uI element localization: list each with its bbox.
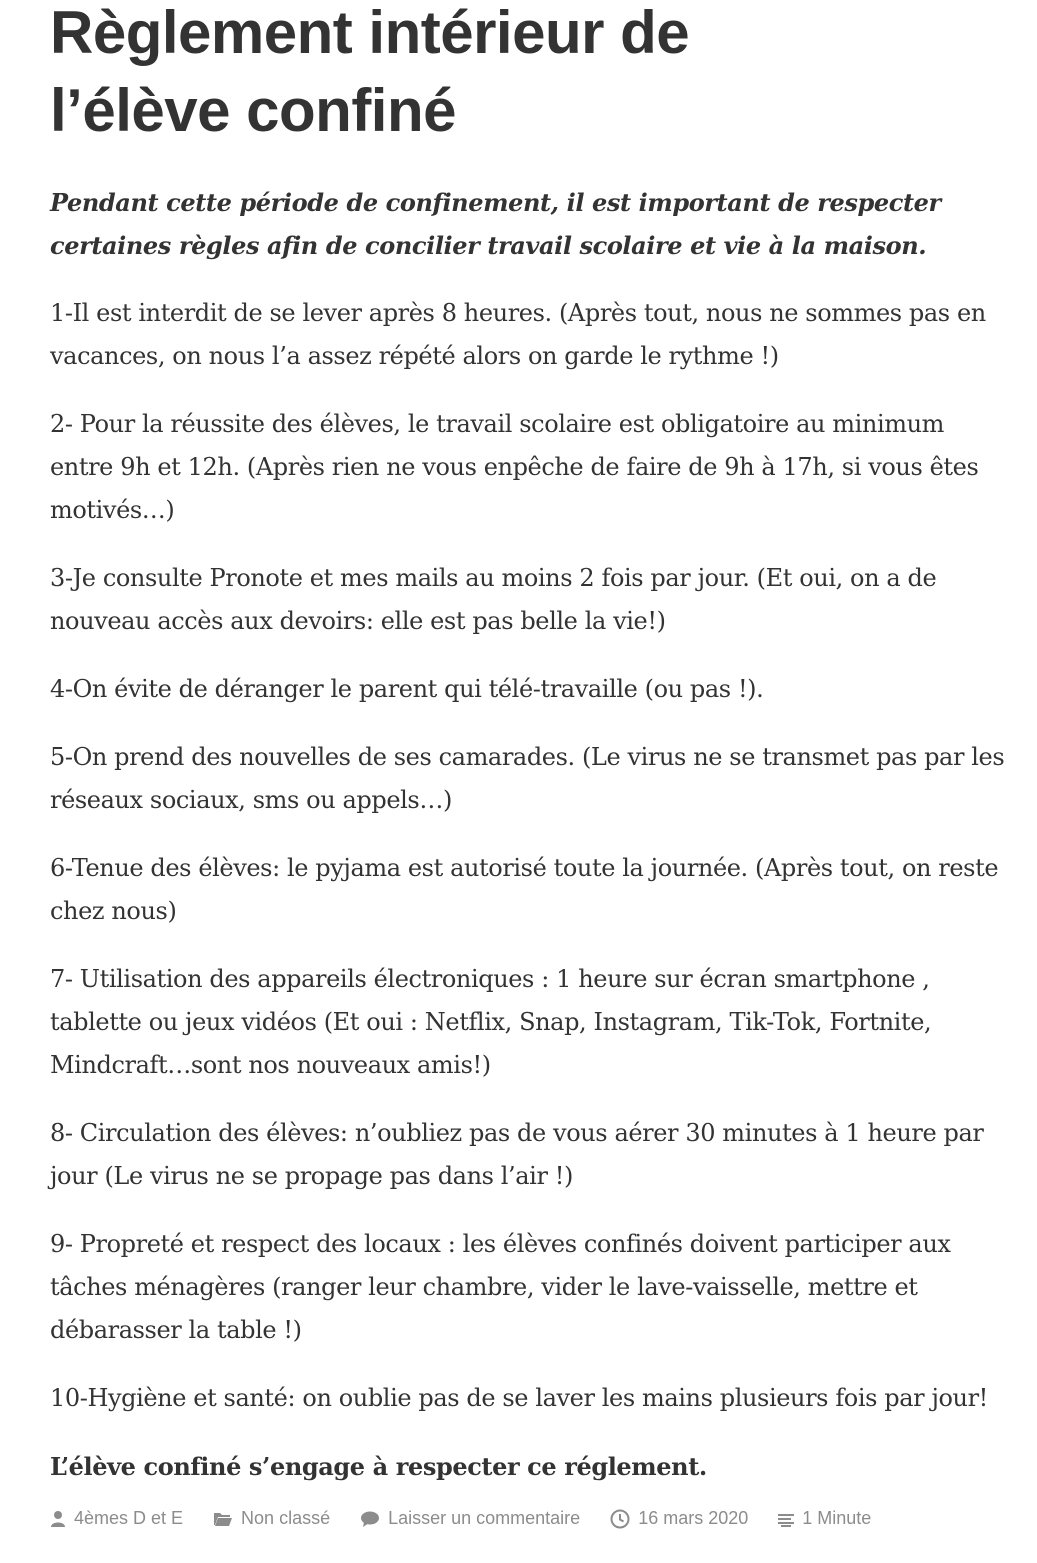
rule-2: 2- Pour la réussite des élèves, le travail scolaire est obligatoire au minimum entre 9h et 12h. (Après rien ne vous enpêche de faire de 9h à 17h, si vous êtes motivés…) [50, 410, 979, 524]
rule-1: 1-Il est interdit de se lever après 8 heures. (Après tout, nous ne sommes pas en vacances, on nous l’a assez répété alors on garde le rythme !) [50, 299, 986, 370]
list-icon [778, 1511, 794, 1527]
comment-icon [360, 1510, 380, 1528]
article [50, 0, 1010, 1488]
lead-paragraph: Pendant cette période de confinement, il est important de respecter certaines règles afin de concilier travail scolaire et vie à la maison. [50, 188, 941, 260]
rule-5: 5-On prend des nouvelles de ses camarades. (Le virus ne se transmet pas par les réseaux sociaux, sms ou appels…) [50, 743, 1005, 814]
rule-9: 9- Propreté et respect des locaux : les élèves confinés doivent participer aux tâches ménagères (ranger leur chambre, vider le lave-vaisselle, mettre et débarasser la table !) [50, 1230, 951, 1344]
rule-10: 10-Hygiène et santé: on oublie pas de se laver les mains plusieurs fois par jour! [50, 1384, 988, 1412]
post-meta [50, 1508, 901, 1529]
closing-statement: L’élève confiné s’engage à respecter ce réglement. [50, 1452, 707, 1481]
reading-time-label: 1 Minute [802, 1508, 872, 1528]
folder-icon [213, 1511, 233, 1527]
rule-7: 7- Utilisation des appareils électroniques : 1 heure sur écran smartphone , tablette ou jeux vidéos (Et oui : Netflix, Snap, Instagram, Tik-Tok, Fortnite, Mindcraft…sont nos nouveaux amis!) [50, 965, 932, 1079]
rule-4: 4-On évite de déranger le parent qui télé-travaille (ou pas !). [50, 675, 764, 703]
rule-6: 6-Tenue des élèves: le pyjama est autorisé toute la journée. (Après tout, on reste chez nous) [50, 854, 999, 925]
rule-3: 3-Je consulte Pronote et mes mails au moins 2 fois par jour. (Et oui, on a de nouveau accès aux devoirs: elle est pas belle la vie!) [50, 564, 937, 635]
page-title: Règlement intérieur de l’élève confiné [50, 0, 690, 144]
meta-date [610, 1508, 748, 1529]
comment-link[interactable]: Laisser un commentaire [388, 1508, 581, 1528]
meta-reading-time [778, 1508, 871, 1529]
meta-author [50, 1508, 183, 1529]
user-icon [50, 1510, 66, 1528]
category-link[interactable]: Non classé [241, 1508, 331, 1528]
date-link[interactable]: 16 mars 2020 [638, 1508, 749, 1528]
clock-icon [610, 1509, 630, 1529]
meta-category [213, 1508, 330, 1529]
author-link[interactable]: 4èmes D et E [74, 1508, 184, 1528]
rule-8: 8- Circulation des élèves: n’oubliez pas de vous aérer 30 minutes à 1 heure par jour (Le virus ne se propage pas dans l’air !) [50, 1119, 984, 1190]
meta-comments [360, 1508, 580, 1529]
